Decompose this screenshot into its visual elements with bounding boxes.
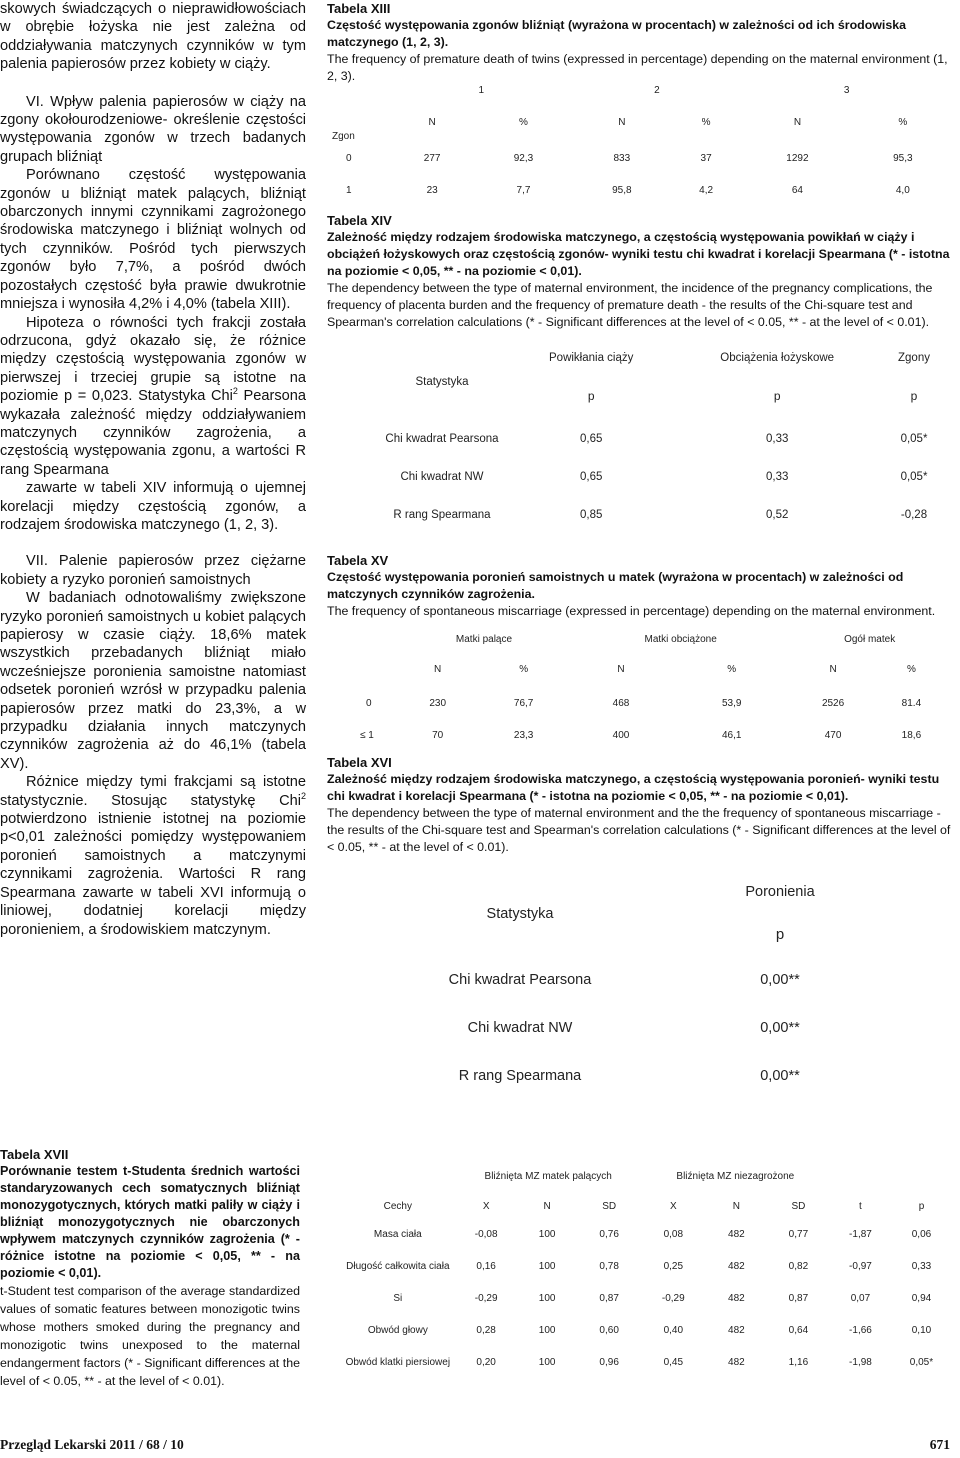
table-17-header: t <box>859 1200 862 1212</box>
table-16-title: Tabela XVI <box>327 755 392 770</box>
table-17-header: N <box>543 1200 551 1212</box>
table-15-caption-pl: Częstość występowania poronień samoistnych u matek (wyrażona w procentach) w zależności od matczynych czynników zagrożenia. <box>327 570 904 601</box>
table-14-corner: Statystyka <box>415 376 469 388</box>
table-16-corner: Statystyka <box>486 906 554 922</box>
table-row: 0 277 92,3 833 37 1292 95,3 <box>346 152 913 164</box>
table-16-subheader: p <box>775 925 785 943</box>
table-13 <box>332 78 952 206</box>
table-row: Długość całkowita ciała 0,16 100 0,78 0,25 482 0,82 -0,97 0,33 <box>346 1260 932 1272</box>
table-row: Si -0,29 100 0,87 -0,29 482 0,87 0,07 0,94 <box>393 1292 932 1304</box>
table-14-caption-en: The dependency between the type of maternal environment, the incidence of the pregnancy complications, the frequency of placenta burden and the frequency of premature death - the results of the Chi-square test and Spearman's correlation calculations (* - Significant differences at the level of < 0.05, ** - at the level of < 0.01). <box>327 281 933 329</box>
table-14-subheader: p <box>587 389 595 403</box>
table-row: Chi kwadrat NW 0,00** <box>467 1020 800 1036</box>
journal-footer: Przegląd Lekarski 2011 / 68 / 10 <box>0 1437 184 1452</box>
table-row: Chi kwadrat NW 0,65 0,33 0,05* <box>400 471 928 483</box>
paragraph-vii-2: W badaniach odnotowaliśmy zwiększone ryzyko poronień samoistnych u kobiet palących papierosy w czasie ciąży. 18,6% matek wszystkich przebadanych bliźniąt miało wcześniejsze poronienia samoistne natomiast odsetek poronień wzrósł w przypadku palenia papierosów przez matki do 23,3%, a w przypadku działania innych matczynych czynników zagrożenia aż do 46,1% (tabela XV). <box>0 590 306 772</box>
table-14-subheader: p <box>910 389 918 403</box>
page-number: 671 <box>929 1437 950 1452</box>
table-17-caption-pl: Porównanie testem t-Studenta średnich wartości standaryzowanych cech somatycznych bliźniąt monozygotycznych, których matki paliły w ciąży i bliźniąt monozygotycznych nie obarczonych wpływem matczynych czynników zagrożenia (* - różnice istotne na poziomie < 0,05, ** - na poziomie < 0,01). <box>0 1164 300 1280</box>
table-15-subheader: N <box>617 663 625 675</box>
table-14-title: Tabela XIV <box>327 213 392 228</box>
table-13-subheader: % <box>519 116 528 128</box>
table-17-caption-en: t-Student test comparison of the average standardized values of somatic features between monozigotic twins whose mothers smoked during the pregnancy and monozigotic twins unexposed to the maternal endangerment factors (* - Significant differences at the level of < 0.05, ** - at the level of < 0.01). <box>0 1284 300 1388</box>
table-17-header: X <box>669 1200 677 1212</box>
table-row: 1 23 7,7 95,8 4,2 64 4,0 <box>346 184 910 196</box>
table-17-header: SD <box>602 1200 617 1212</box>
table-15-subheader: N <box>434 663 442 675</box>
table-15-caption-en: The frequency of spontaneous miscarriage (expressed in percentage) depending on the maternal environment. <box>327 604 936 618</box>
table-15-group: Matki palące <box>455 633 513 645</box>
table-15-title: Tabela XV <box>327 553 389 568</box>
table-row: R rang Spearmana 0,85 0,52 -0,28 <box>393 509 928 521</box>
table-row: 0 230 76,7 468 53,9 2526 81.4 <box>366 697 922 709</box>
table-17-header: SD <box>791 1200 806 1212</box>
table-13-title: Tabela XIII <box>327 1 391 16</box>
table-row: Chi kwadrat Pearsona 0,00** <box>448 972 800 988</box>
table-16-caption <box>327 754 953 856</box>
table-row: R rang Spearmana 0,00** <box>458 1068 800 1084</box>
table-14-subheader: p <box>773 389 781 403</box>
table-14-column: Zgony <box>898 352 930 364</box>
table-15-subheader: % <box>519 663 529 675</box>
table-13-row-header: Zgon <box>332 131 355 142</box>
table-14 <box>372 344 944 534</box>
table-17-header: X <box>482 1200 490 1212</box>
table-13-subheader: % <box>898 116 908 128</box>
table-17-header: N <box>732 1200 740 1212</box>
table-17-caption <box>0 1146 300 1390</box>
table-16-column: Poronienia <box>745 884 815 900</box>
table-row: Masa ciała -0,08 100 0,76 0,08 482 0,77 -1,87 0,06 <box>373 1228 932 1240</box>
table-16-caption-en: The dependency between the type of maternal environment and the the frequency of spontaneous miscarriage - the results of the Chi-square test and Spearman's correlation calculations (* - Significant differences at the level of < 0.05, ** - at the level of < 0.01). <box>327 806 951 854</box>
table-15-subheader: N <box>829 663 837 675</box>
table-17-group: Bliźnięta MZ matek palących <box>484 1170 612 1182</box>
section-vii-heading: VII. Palenie papierosów przez ciężarne kobiety a ryzyko poronień samoistnych <box>0 553 306 588</box>
paragraph-vi-3: Hipoteza o równości tych frakcji została odrzucona, gdyż okazało się, że różnice między częstością występowania zgonów w pierwszej i trzeciej grupie są istotne na poziomie p = 0,023. Statystyka Chi$^2$ Pearsona wykazała zależność między oddziaływaniem matczynych czynników zagrożenia, a częstością występowania zgonu, a wartości R rang Spearmana <box>0 314 307 478</box>
table-15 <box>358 626 948 750</box>
table-15-group: Ogół matek <box>844 633 896 645</box>
table-16-caption-pl: Zależność między rodzajem środowiska matczynego, a częstością występowania poronień- wyniki testu chi kwadrat i korelacji Spearmana (* - istotna na poziomie < 0,05, ** - na poziomie < 0,01). <box>327 772 940 803</box>
table-row: Chi kwadrat Pearsona 0,65 0,33 0,05* <box>385 433 928 445</box>
section-vi-heading: VI. Wpływ palenia papierosów w ciąży na zgony okołourodzeniowe- określenie częstości występowania zgonów w trzech badanych grupach bliźniąt <box>0 93 306 165</box>
left-column <box>0 0 306 939</box>
table-13-caption <box>327 0 953 85</box>
table-14-caption <box>327 212 953 331</box>
paragraph-vi-2: Porównano częstość występowania zgonów u bliźniąt matek palących, bliźniąt obarczonych innymi czynnikami zagrożonego środowiska matczynego i bliźniąt wolnych od tych czynników. Pośród tych pierwszych zgonów było 7,7%, a pośród dwóch pozostałych częstość była prawie dwukrotnie mniejsza i wynosiła 4,2% i 4,0% (tabela XIII). <box>0 167 306 313</box>
table-14-caption-pl: Zależność między rodzajem środowiska matczynego, a częstością występowania powikłań w ciąży i obciążeń łożyskowych oraz częstością zgonów- wyniki testu chi kwadrat i korelacji Spearmana (* - istotna na poziomie < 0,05, ** - na poziomie < 0,01). <box>327 230 950 278</box>
table-15-subheader: % <box>906 663 916 675</box>
table-17-title: Tabela XVII <box>0 1147 69 1162</box>
table-15-subheader: % <box>727 663 737 675</box>
table-16 <box>420 872 940 1100</box>
table-17-header: Cechy <box>383 1200 412 1212</box>
table-14-column: Obciążenia łożyskowe <box>720 352 835 364</box>
table-13-subheader: N <box>793 116 802 128</box>
table-17 <box>340 1158 952 1378</box>
table-13-caption-en: The frequency of premature death of twins (expressed in percentage) depending on the maternal environment (1, 2, 3). <box>327 52 948 83</box>
table-row: Obwód klatki piersiowej 0,20 100 0,96 0,45 482 1,16 -1,98 0,05* <box>345 1356 934 1368</box>
table-15-group: Matki obciążone <box>644 633 717 645</box>
table-13-subheader: N <box>618 116 626 128</box>
paragraph-vi-4: zawarte w tabeli XIV informują o ujemnej korelacji między częstością zgonów, a rodzajem środowiska matczynego (1, 2, 3). <box>0 480 306 533</box>
table-13-subheader: N <box>428 116 436 128</box>
table-17-header: p <box>918 1200 925 1212</box>
table-13-caption-pl: Częstość występowania zgonów bliźniąt (wyrażona w procentach) w zależności od ich środowiska matczynego (1, 2, 3). <box>327 18 907 49</box>
table-row: ≤ 1 70 23,3 400 46,1 470 18,6 <box>360 729 922 741</box>
table-14-column: Powikłania ciąży <box>549 352 634 364</box>
table-13-group: 2 <box>654 84 660 96</box>
paragraph-vii-3: Różnice między tymi frakcjami są istotne statystycznie. Stosując statystykę Chi$^2$ potwierdzono istnienie istotnej na poziomie p<0,01 zależności pomiędzy występowaniem poronień samoistnych a matczynymi czynnikami zagrożenia. Wartości R rang Spearmana zawarte w tabeli XVI informują o liniowej, dodatniej korelacji między poronieniem, a środowiskiem matczynym. <box>0 774 306 938</box>
table-13-subheader: % <box>701 116 711 128</box>
table-13-group: 1 <box>478 84 485 96</box>
table-13-group: 3 <box>843 84 850 96</box>
paragraph-intro: skowych świadczących o nieprawidłowościach w obrębie łożyska nie jest zależna od oddziaływania matczynych czynników w tym palenia papierosów przez kobiety w ciąży. <box>0 1 306 73</box>
table-15-caption <box>327 552 953 620</box>
table-17-group: Bliźnięta MZ niezagrożone <box>676 1170 795 1182</box>
table-row: Obwód głowy 0,28 100 0,60 0,40 482 0,64 -1,66 0,10 <box>367 1324 932 1336</box>
